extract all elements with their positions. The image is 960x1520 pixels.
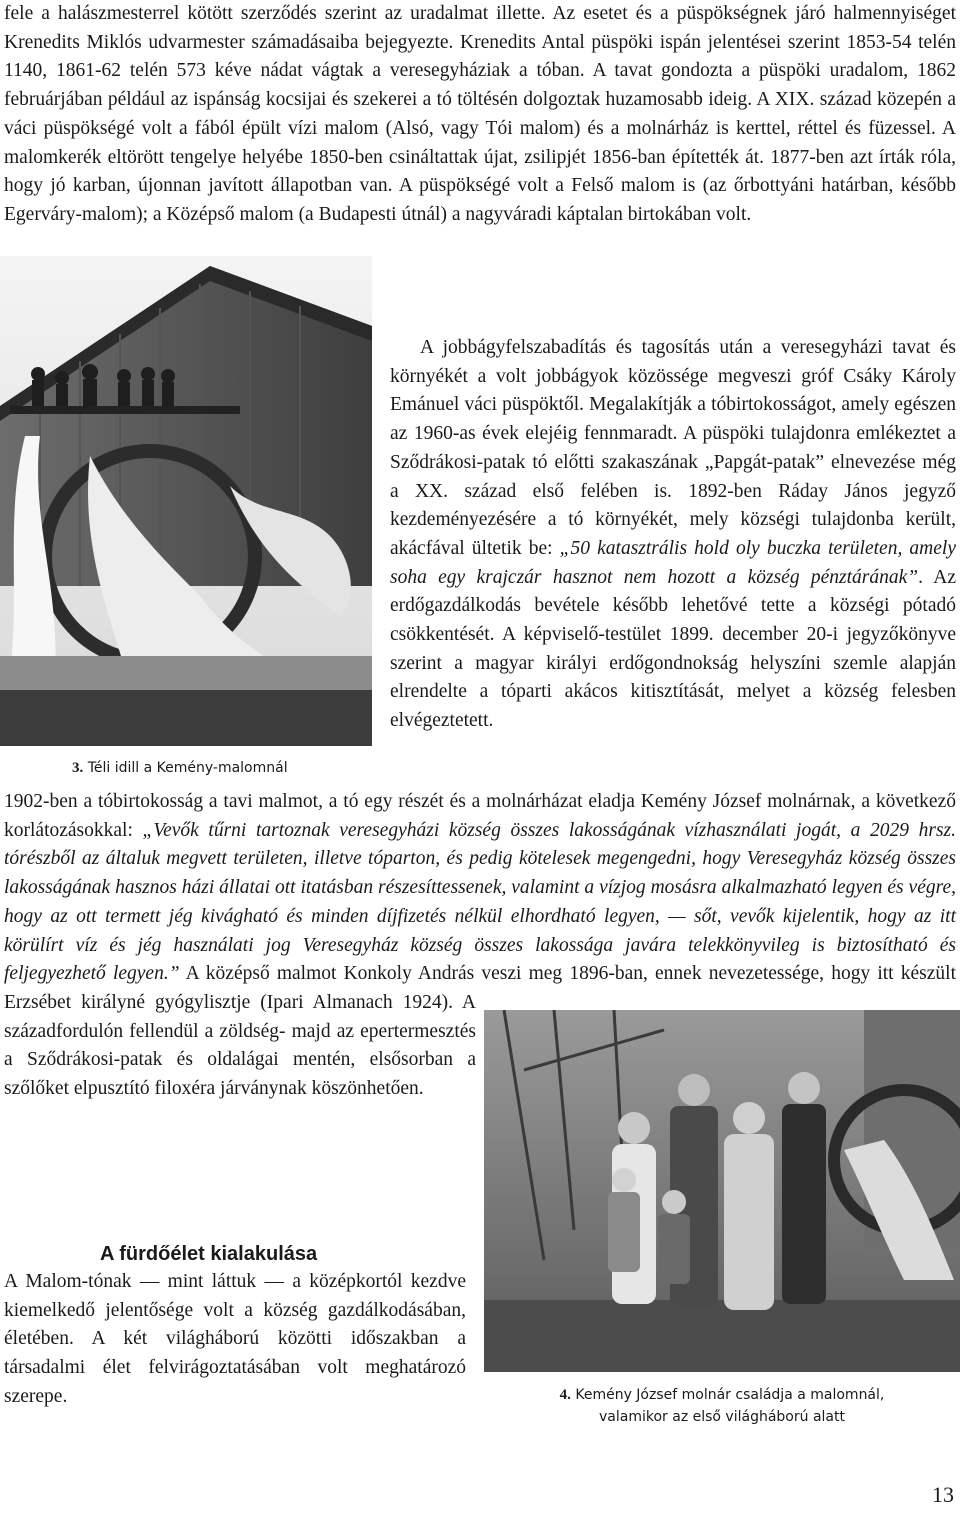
figure-4-number: 4. bbox=[559, 1387, 571, 1403]
figure-3-number: 3. bbox=[72, 760, 84, 776]
winter-mill-image bbox=[0, 256, 372, 746]
bathing-life-text: A Malom-tónak — mint láttuk — a középkortól kezdve kiemelkedő jelentősége volt a község gazdálkodásában, életében. A két világháború közötti időszakban a társadalmi élet felvirágoztatásában volt meghatározó szerepe. bbox=[4, 1271, 466, 1407]
mill-sale-quote: „Vevők tűrni tartoznak veresegyházi község összes lakosságának vízhasználati jogát, a 2029 hrsz. tórészből az általuk megvett területen, illetve tóparton, és pedig kötelesek megengedni, hogy Veresegyház község összes lakosságának hasznos házi állatai ott itatásban részesíttessenek, valamint a vízjog mosásra alkalmazható legyen és végre, hogy az ott termett jég kivágható és minden díjfizetés nélkül elhordható legyen, — sőt, vevők kijelentik, hogy az itt körülírt víz és jég használati jog Veresegyház község összes lakossága javára telekkönyvileg is biztosítható és feljegyezhető legyen.” bbox=[4, 819, 957, 985]
land-purchase-paragraph bbox=[390, 334, 956, 736]
land-purchase-text: A jobbágyfelszabadítás és tagosítás után a veresegyházi tavat és környékét a volt jobbágyok közössége megveszi gróf Csáky Károly Emánuel váci püspöktől. Megalakítják a tóbirtokosságot, amely egészen az 1960-as évek elejéig fennmaradt. A püspöki tulajdonra emlékeztet a Sződrákosi-patak tó előtti szakaszának „Papgát-patak” elnevezése még a XX. század első felében is. 1892-ben Ráday János jegyző kezdeményezésére a tó környékét, mely községi tulajdonba került, akácfával ültetik be: bbox=[390, 337, 956, 559]
figure-4-caption bbox=[484, 1384, 960, 1428]
land-purchase-text-end: . Az erdőgazdálkodás bevétele később lehetővé tette a községi pótadó csökkentését. A képviselő-testület 1899. december 20-i jegyzőkönyve szerint a magyar királyi erdőgondnokság helyszíni szemle alapján elrendelte a tóparti akácos kitisztítását, melyet a község felesben elvégeztetett. bbox=[390, 566, 956, 732]
intro-text: fele a halászmesterrel kötött szerződés szerint az uradalmat illette. Az esetet és a püspökségnek járó halmennyiséget Krenedits Miklós udvarmester számadásaiba bejegyezte. Krenedits Antal püspöki ispán jelentései szerint 1853-54 telén 1140, 1861-62 telén 573 kéve nádat vágtak a veresegyháziak a tóban. A tavat gondozta a püspöki uradalom, 1862 februárjában például az ispánság kocsijai és szekerei a tó töltésén dolgoztak huzamosabb ideig. A XIX. század közepén a váci püspökségé volt a fából épült vízi malom (Alsó, vagy Tói malom) és a molnárház is kerttel, réttel és füzessel. A malomkerék eltörött tengelye helyébe 1850-ben csináltattak újat, zsilipjét 1856-ban építették át. 1877-ben azt írták róla, hogy jó karban, újonnan javított állapotban van. A püspökségé volt a Felső malom is (az őrbottyáni határban, később Egerváry-malom); a Középső malom (a Budapesti útnál) a nagyváradi káptalan birtokában volt. bbox=[4, 3, 956, 225]
land-purchase-quote: „50 katasztrális hold oly buczka területen, amely soha egy krajczár hasznot nem hozott a község pénztárának” bbox=[390, 537, 956, 588]
family-at-mill-photo bbox=[484, 1010, 960, 1372]
figure-3-caption-text: Téli idill a Kemény-malomnál bbox=[87, 760, 288, 776]
intro-paragraph bbox=[4, 0, 956, 248]
figure-4-caption-line1: Kemény József molnár családja a malomnál, bbox=[575, 1387, 885, 1403]
figure-4-caption-line2: valamikor az első világháború alatt bbox=[599, 1409, 845, 1425]
page-number: 13 bbox=[932, 1482, 954, 1507]
bathing-life-paragraph bbox=[4, 1268, 466, 1412]
section-heading: A fürdőélet kialakulása bbox=[100, 1243, 318, 1265]
family-image bbox=[484, 1010, 960, 1372]
figure-3-caption bbox=[72, 757, 372, 779]
mill-sale-text: 1902-ben a tóbirtokosság a tavi malmot, a tó egy részét és a molnárházat eladja Kemény József molnárnak, a következő korlátozásokkal: bbox=[4, 791, 956, 841]
winter-mill-photo bbox=[0, 256, 372, 746]
mill-sale-text-end: A középső malmot Konkoly András veszi meg 1896-ban, ennek nevezetessége, hogy itt készült Erzsébet királyné gyógylisztje (Ipari Almanach 1924). A századfordulón fellendül a zöldség- majd az epertermesztés a Sződrákosi-patak és oldalágai mentén, elsősorban a szőlőket elpusztító filoxéra járványnak köszönhetően. bbox=[4, 963, 956, 1100]
